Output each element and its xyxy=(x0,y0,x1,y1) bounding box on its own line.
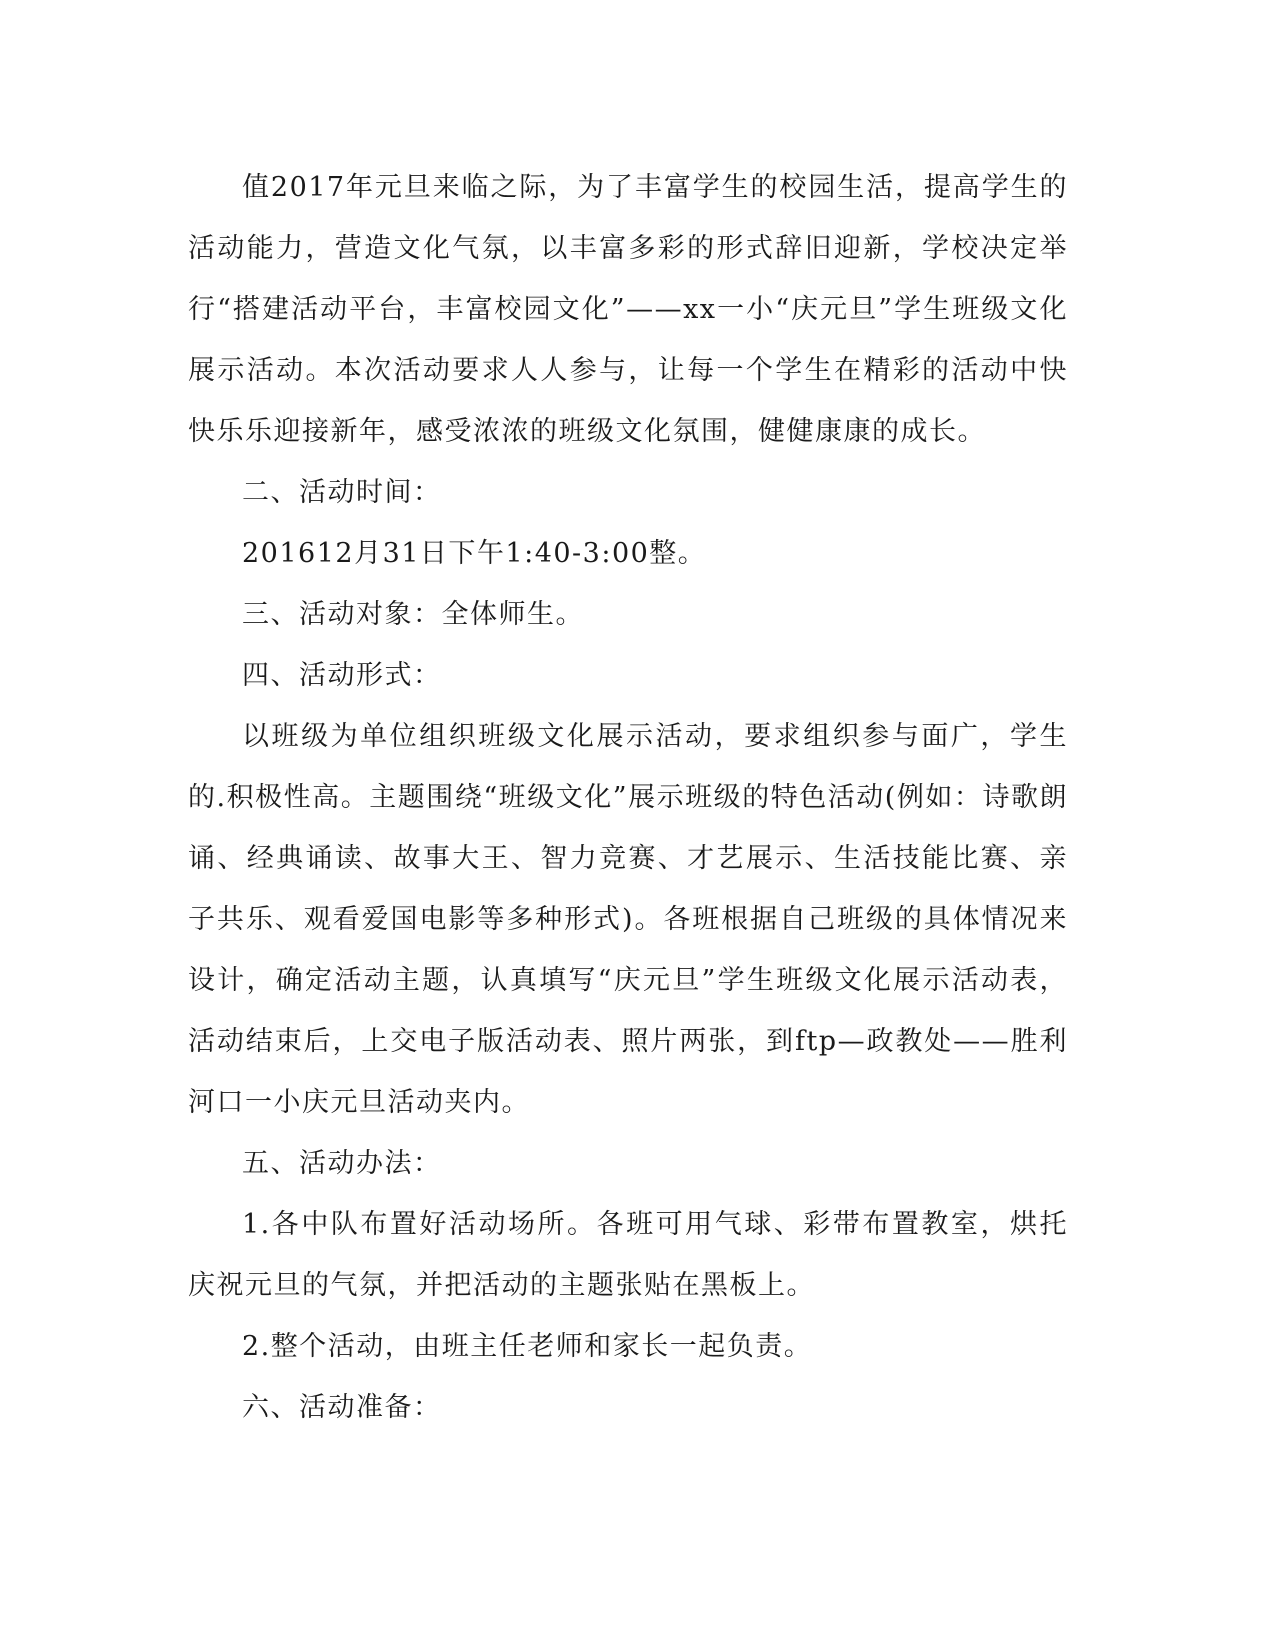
heading-activity-target: 三、活动对象：全体师生。 xyxy=(242,599,584,630)
paragraph-activity-form: 以班级为单位组织班级文化展示活动，要求组织参与面广，学生的.积极性高。主题围绕“班级文化”展示班级的特色活动(例如：诗歌朗诵、经典诵读、故事大王、智力竞赛、才艺展示、生活技能比赛、亲子共乐、观看爱国电影等多种形式)。各班根据自己班级的具体情况来设计，确定活动主题，认真填写“庆元旦”学生班级文化展示活动表，活动结束后，上交电子版活动表、照片两张，到ftp—政教处——胜利河口一小庆元旦活动夹内。 xyxy=(188,721,1068,1118)
paragraph-intro: 值2017年元旦来临之际，为了丰富学生的校园生活，提高学生的活动能力，营造文化气氛，以丰富多彩的形式辞旧迎新，学校决定举行“搭建活动平台，丰富校园文化”——xx一小“庆元旦”学生班级文化展示活动。本次活动要求人人参与，让每一个学生在精彩的活动中快快乐乐迎接新年，感受浓浓的班级文化氛围，健健康康的成长。 xyxy=(188,172,1068,447)
heading-activity-method: 五、活动办法： xyxy=(242,1148,442,1179)
paragraph-method-2: 2.整个活动，由班主任老师和家长一起负责。 xyxy=(242,1331,813,1362)
document-body xyxy=(188,157,1068,1438)
heading-activity-preparation: 六、活动准备： xyxy=(242,1392,442,1423)
paragraph-activity-time: 201612月31日下午1:40-3:00整。 xyxy=(242,538,707,569)
heading-activity-form: 四、活动形式： xyxy=(242,660,442,691)
paragraph-method-1: 1.各中队布置好活动场所。各班可用气球、彩带布置教室，烘托庆祝元旦的气氛，并把活动的主题张贴在黑板上。 xyxy=(188,1209,1068,1301)
heading-activity-time: 二、活动时间： xyxy=(242,477,442,508)
